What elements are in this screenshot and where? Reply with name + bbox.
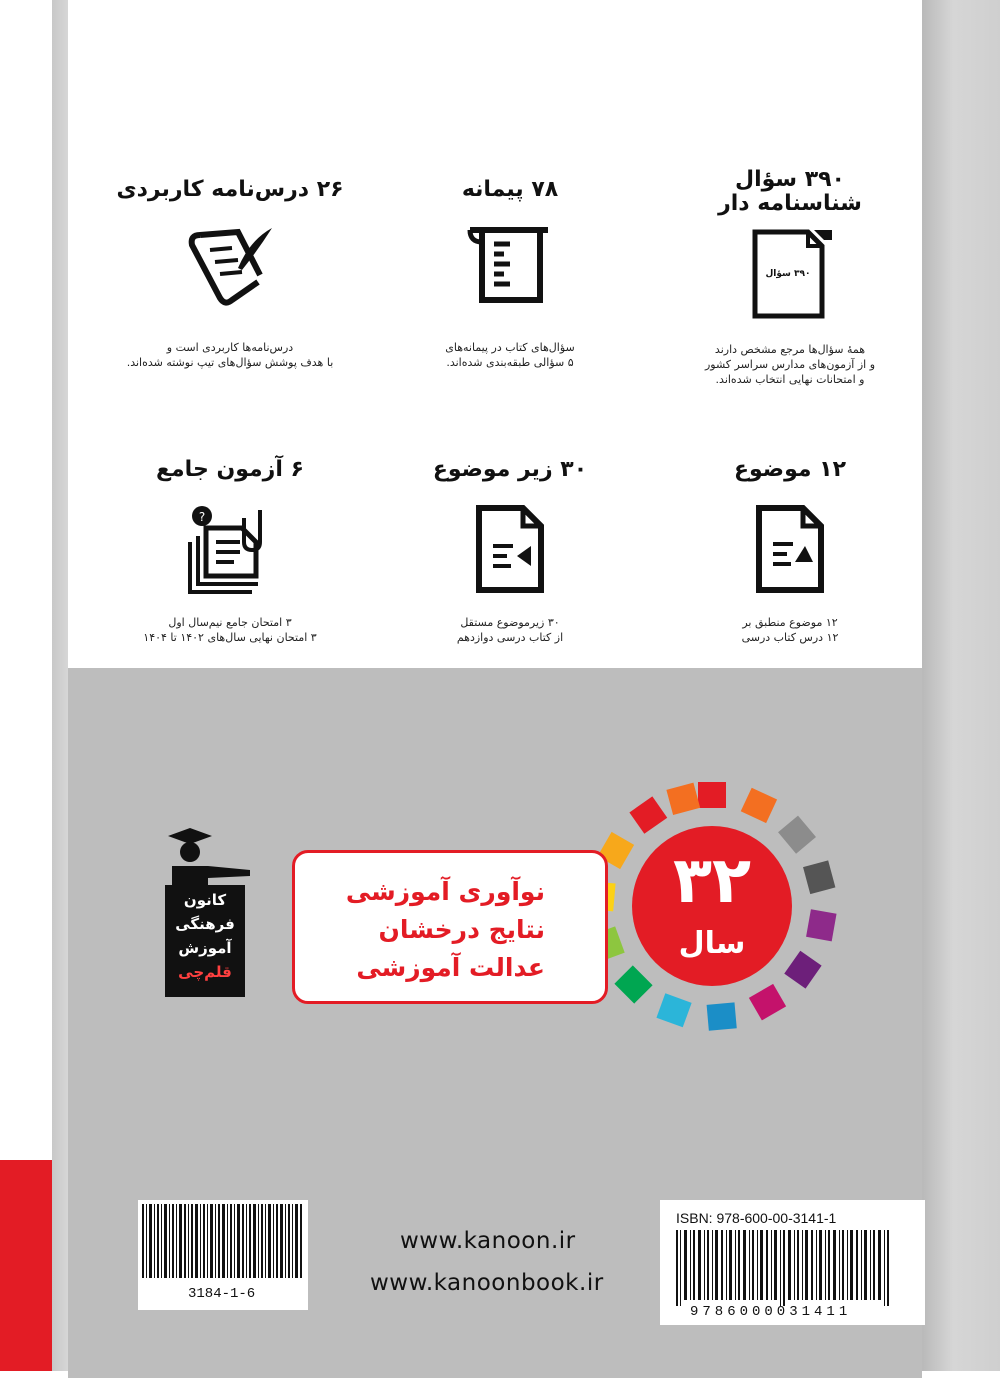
feature-desc: [100, 340, 360, 370]
desc-line: ۳ امتحان جامع نیم‌سال اول: [168, 616, 292, 629]
feature-measures: [380, 178, 640, 370]
desc-line: با هدف پوشش سؤال‌های تیپ نوشته شده‌اند.: [126, 356, 334, 369]
promo-line-2: نتایج درخشان: [378, 915, 545, 944]
desc-line: سؤال‌های کتاب در پیمانه‌های: [445, 341, 575, 354]
feature-lessons: [100, 178, 360, 370]
feature-desc: [660, 615, 920, 645]
feature-title: ۷۸ پیمانه: [461, 177, 559, 202]
logo-brand: قلم‌چی: [178, 963, 232, 981]
feature-subtopics: [380, 458, 640, 645]
feature-title: ۲۶ درس‌نامه کاربردی: [116, 177, 344, 202]
feature-desc: [660, 342, 920, 387]
isbn-text: ISBN: 978-600-00-3141-1: [676, 1210, 837, 1226]
feature-exams: [100, 458, 360, 645]
publisher-logo-text: [165, 888, 245, 984]
desc-line: ۳ امتحان نهایی سال‌های ۱۴۰۲ تا ۱۴۰۴: [143, 631, 317, 644]
website-url-2[interactable]: www.kanoonbook.ir: [370, 1270, 604, 1296]
desc-line: همهٔ سؤال‌ها مرجع مشخص دارند: [714, 343, 866, 356]
desc-line: از کتاب درسی دوازدهم: [456, 631, 564, 644]
feature-title: ۱۲ موضوع: [733, 457, 846, 482]
feature-desc: [100, 615, 360, 645]
feature-title: ۳۹۰ سؤال: [734, 167, 845, 192]
feature-desc: [380, 615, 640, 645]
desc-line: ۵ سؤالی طبقه‌بندی شده‌اند.: [446, 356, 574, 369]
feature-topics: [660, 458, 920, 645]
desc-line: و امتحانات نهایی انتخاب شده‌اند.: [715, 373, 865, 386]
feature-questions: [660, 168, 920, 387]
logo-line: کانون: [183, 891, 227, 909]
promo-box: [292, 850, 608, 1004]
desc-line: ۱۲ درس کتاب درسی: [741, 631, 839, 644]
badge-word: سال: [678, 926, 746, 961]
id-document-icon: [740, 224, 840, 324]
id-document-label: ۳۹۰ سؤال: [765, 269, 811, 279]
desc-line: درس‌نامه‌ها کاربردی است و: [166, 341, 294, 354]
right-edge: [922, 0, 1000, 1371]
feature-title: ۳۰ زیر موضوع: [432, 457, 588, 482]
svg-text:?: ?: [198, 510, 206, 524]
logo-line: آموزش: [178, 939, 232, 957]
document-subtopic-icon: [465, 502, 555, 597]
badge-number: ۳۲: [672, 844, 752, 918]
scroll-quill-icon: [180, 220, 280, 310]
document-topic-icon: [745, 502, 835, 597]
promo-line-3: عدالت آموزشی: [356, 953, 545, 982]
barcode-left: [138, 1200, 308, 1310]
anniversary-badge: [632, 826, 792, 986]
feature-desc: [380, 340, 640, 370]
desc-line: ۳۰ زیرموضوع مستقل: [460, 616, 560, 629]
logo-line: فرهنگی: [175, 915, 235, 933]
desc-line: ۱۲ موضوع منطبق بر: [742, 616, 838, 629]
desc-line: و از آزمون‌های مدارس سراسر کشور: [704, 358, 876, 371]
website-url-1[interactable]: www.kanoon.ir: [400, 1228, 576, 1254]
barcode-left-number: 3184-1-6: [188, 1286, 256, 1302]
promo-line-1: نوآوری آموزشی: [345, 877, 545, 906]
feature-title-line2: شناسنامه دار: [718, 191, 862, 216]
beaker-icon: [460, 220, 560, 310]
isbn-barcode-number: 9786000031411: [690, 1304, 852, 1320]
exam-papers-icon: [180, 502, 280, 597]
feature-title: ۶ آزمون جامع: [156, 457, 304, 482]
barcode-left-bars: [138, 1200, 308, 1282]
